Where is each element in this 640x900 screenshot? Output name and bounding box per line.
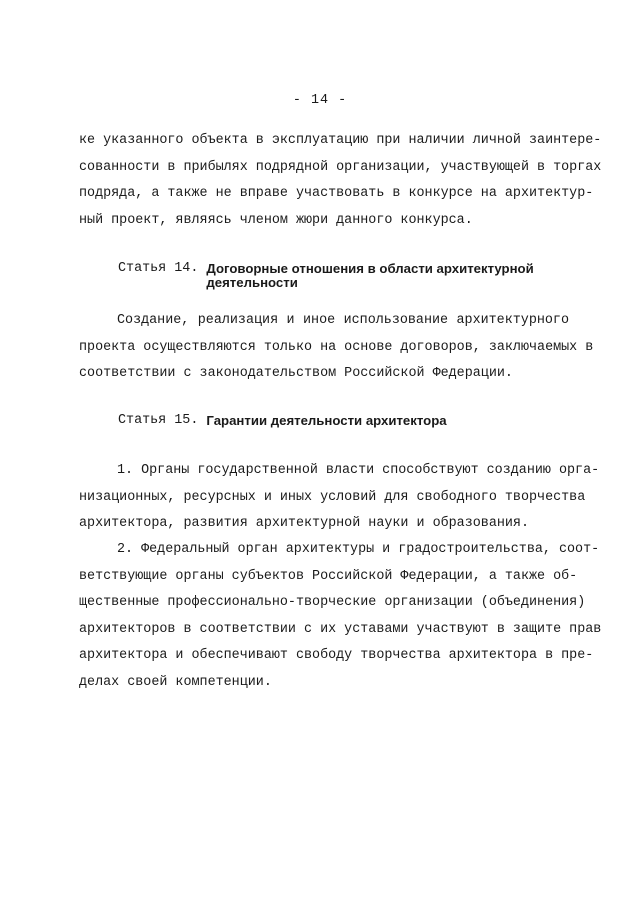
article-15-heading [118,414,578,428]
text-line: Создание, реализация и иное использование архитектурного [117,313,569,328]
text-line: ный проект, являясь членом жюри данного конкурса. [79,212,473,228]
text-line: соответствии с законодательством Российской Федерации. [79,366,513,381]
intro-paragraph [79,128,602,234]
article-14-number: Статья 14. [118,261,199,276]
text-line: 2. Федеральный орган архитектуры и градостроительства, соот- [117,542,600,557]
text-line: сованности в прибылях подрядной организации, участвующей в торгах [79,159,602,175]
article-15-title: Гарантии деятельности архитектора [206,413,447,428]
article-14-heading [118,262,578,290]
article-15-number: Статья 15. [118,413,199,428]
text-line: архитектора и обеспечивают свободу творчества архитектора в пре- [79,648,594,663]
text-line: ветствующие органы субъектов Российской Федерации, а также об- [79,568,578,584]
article-14-body [79,308,594,388]
article-15-point-2 [79,537,602,696]
article-15-point-1 [79,458,600,538]
text-line: щественные профессионально-творческие организации (объединения) [79,595,586,610]
page-number: - 14 - [292,93,348,108]
text-line: 1. Органы государственной власти способствуют созданию орга- [117,463,600,478]
text-line: архитектора, развития архитектурной науки и образования. [79,516,529,531]
text-line: делах своей компетенции. [79,674,272,690]
text-line: подряда, а также не вправе участвовать в конкурсе на архитектур- [79,186,594,201]
text-line: низационных, ресурсных и иных условий для свободного творчества [79,489,586,505]
text-line: проекта осуществляются только на основе договоров, заключаемых в [79,339,594,355]
text-line: архитекторов в соответствии с их уставами участвуют в защите прав [79,621,602,637]
text-line: ке указанного объекта в эксплуатацию при наличии личной заинтере- [79,133,602,148]
article-14-title: Договорные отношения в области архитектурной деятельности [206,261,534,290]
